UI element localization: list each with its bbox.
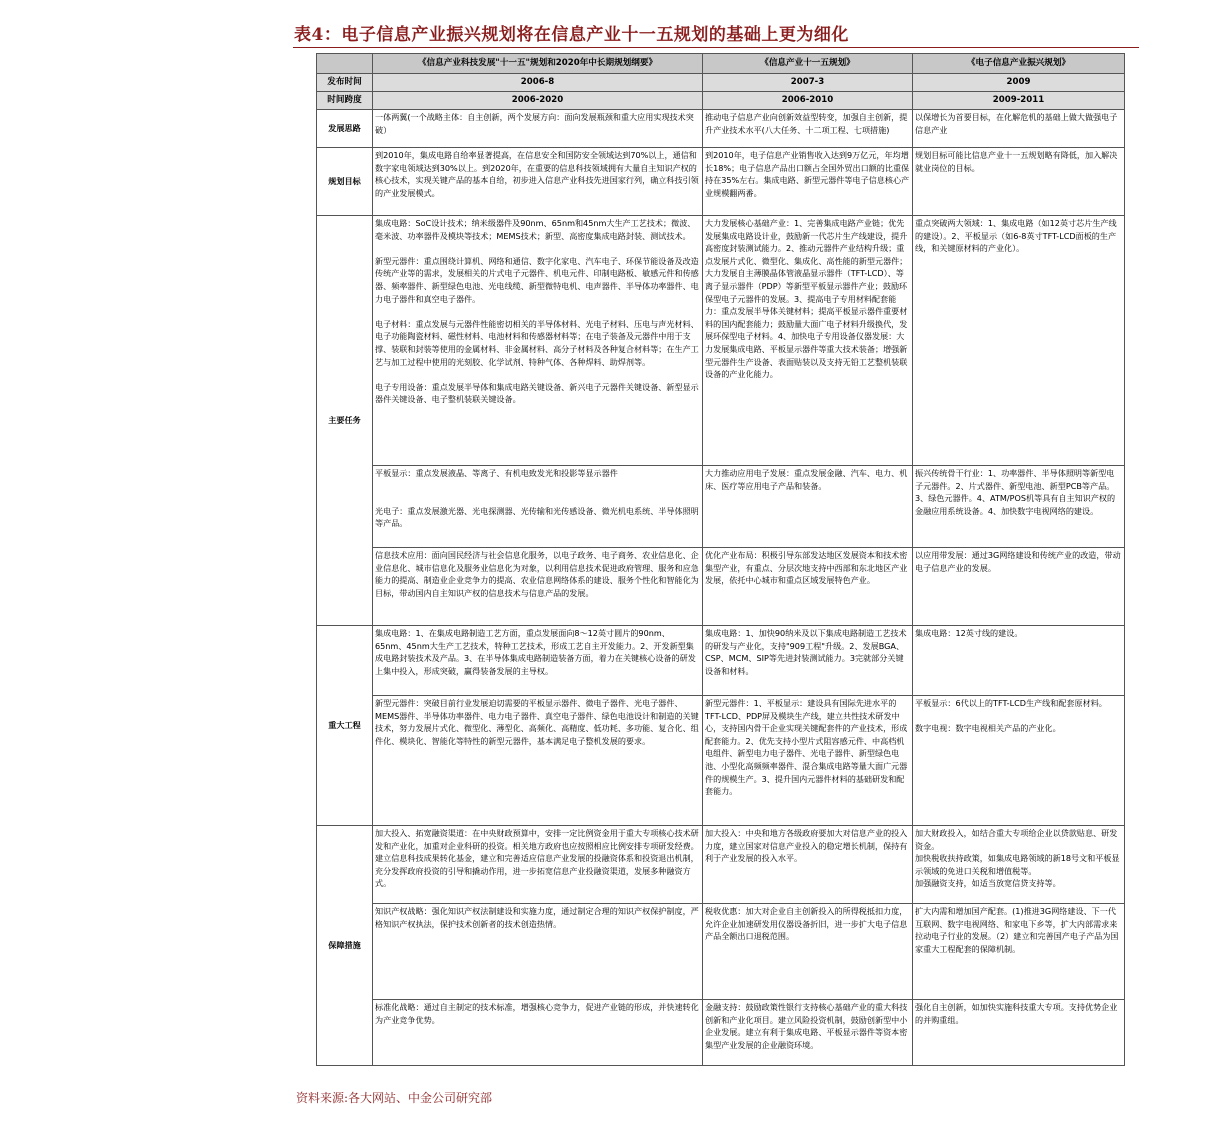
span-2: 2006-2010 <box>703 92 913 110</box>
cell: 平板显示：6代以上的TFT-LCD生产线和配套原材料。 数字电视：数字电视相关产品的产业化。 <box>913 696 1125 826</box>
span-label: 时间跨度 <box>317 92 373 110</box>
cell: 集成电路：1、加快90纳米及以下集成电路制造工艺技术的研发与产业化，支持"909工程"升级。2、发展BGA、CSP、MCM、SIP等先进封装测试能力。3完就部分关键设备和材料。 <box>703 626 913 696</box>
cell: 重点突破两大领域：1、集成电路（如12英寸芯片生产线的建设）。2、平板显示（如6-8英寸TFT-LCD面板的生产线，和关键原材料的产业化）。 <box>913 216 1125 466</box>
cell: 信息技术应用：面向国民经济与社会信息化服务，以电子政务、电子商务、农业信息化、企业信息化、城市信息化及服务业信息化为对象，以利用信息技术促进政府管理、服务和应急能力的提高、制造业企业竞争力的提高、农业信息网络体系的建设、服务个性化和智能化为目标，带动国内自主知识产权的信息技术与信息产品的发展。 <box>373 548 703 626</box>
cell: 加大财政投入，如结合重大专项给企业以贷款贴息、研发资金。 加快税收扶持政策，如集成电路领域的新18号文和平板显示领域的免进口关税和增值税等。 加强融资支持，如适当放宽信贷支持等。 <box>913 826 1125 904</box>
release-3: 2009 <box>913 74 1125 92</box>
table-row <box>317 216 1125 466</box>
cell: 税收优惠：加大对企业自主创新投入的所得税抵扣力度，允许企业加速研发用仪器设备折旧，进一步扩大电子信息产品全额出口退税范围。 <box>703 904 913 1000</box>
span-1: 2006-2020 <box>373 92 703 110</box>
category-major-projects: 重大工程 <box>317 626 373 826</box>
table-row <box>317 466 1125 548</box>
cell: 集成电路：SoC设计技术；纳米级器件及90nm、65nm和45nm大生产工艺技术；微波、毫米波、功率器件及模块等技术；MEMS技术；新型、高密度集成电路封装、测试技术。 新型元器件：重点围绕计算机、网络和通信、数字化家电、汽车电子、环保节能设备及改造传统产业等的需求，发展相关的片式电子元器件、机电元件、印制电路板、敏感元件和传感器、频率器件、新型绿色电池、光电线缆、新型微特电机、电声器件、半导体功率器件、电力电子器件和真空电子器件。 电子材料：重点发展与元器件性能密切相关的半导体材料、光电子材料、压电与声光材料、电子功能陶瓷材料、磁性材料、电池材料和传感器材料等；在电子装备及元器件中用于支撑、装联和封装等使用的金属材料、非金属材料、高分子材料及各种复合材料等；在生产工艺与加工过程中使用的光刻胶、化学试剂、特种气体、各种焊料、助焊剂等。 电子专用设备：重点发展半导体和集成电路关键设备、新兴电子元器件关键设备、新型显示器件关键设备、电子整机装联关键设备。 <box>373 216 703 466</box>
plan-name-1: 《信息产业科技发展"十一五"规划和2020年中长期规划纲要》 <box>373 54 703 74</box>
cell: 振兴传统骨干行业：1、功率器件、半导体照明等新型电子元器件。2、片式器件、新型电池、新型PCB等产品。3、绿色元器件。4、ATM/POS机等具有自主知识产权的金融应用系统设备。4、加快数字电视网络的建设。 <box>913 466 1125 548</box>
cell: 大力推动应用电子发展：重点发展金融、汽车、电力、机床、医疗等应用电子产品和装备。 <box>703 466 913 548</box>
cell: 标准化战略：通过自主制定的技术标准，增强核心竞争力，促进产业链的形成，并快速转化为产业竞争优势。 <box>373 1000 703 1066</box>
header-row-plans <box>317 54 1125 74</box>
table-row <box>317 696 1125 826</box>
cell: 推动电子信息产业向创新效益型转变，加强自主创新，提升产业技术水平(八大任务、十二项工程、七项措施) <box>703 110 913 148</box>
category-development-idea: 发展思路 <box>317 110 373 148</box>
cell: 金融支持：鼓励政策性银行支持核心基础产业的重大科技创新和产业化项目。建立风险投资机制，鼓励创新型中小企业发展。建立有利于集成电路、平板显示器件等资本密集型产业发展的企业融资环境。 <box>703 1000 913 1066</box>
table-row <box>317 1000 1125 1066</box>
table-row <box>317 626 1125 696</box>
cell: 扩大内需和增加国产配套。(1)推进3G网络建设、下一代互联网、数字电视网络、和家电下乡等，扩大内部需求来拉动电子行业的发展。（2）建立和完善国产电子产品为国家重大工程配套的保障机制。 <box>913 904 1125 1000</box>
plan-name-2: 《信息产业十一五规划》 <box>703 54 913 74</box>
source-note: 资料来源:各大网站、中金公司研究部 <box>296 1091 493 1105</box>
cell: 到2010年，电子信息产业销售收入达到9万亿元，年均增长18%；电子信息产品出口额占全国外贸出口额的比重保持在35%左右。集成电路、新型元器件等电子信息核心产业规模翻两番。 <box>703 148 913 216</box>
table-row <box>317 904 1125 1000</box>
table-title: 表4：电子信息产业振兴规划将在信息产业十一五规划的基础上更为细化 <box>294 25 849 45</box>
cell: 以应用带发展：通过3G网络建设和传统产业的改造，带动电子信息产业的发展。 <box>913 548 1125 626</box>
plan-comparison-table <box>316 53 1125 1066</box>
category-safeguards: 保障措施 <box>317 826 373 1066</box>
cell: 强化自主创新，如加快实施科技重大专项。支持优势企业的并购重组。 <box>913 1000 1125 1066</box>
cell: 优化产业布局：积极引导东部发达地区发展资本和技术密集型产业，有重点、分层次地支持中西部和东北地区产业发展，依托中心城市和重点区域发展特色产业。 <box>703 548 913 626</box>
cell: 新型元器件：1、平板显示：建设具有国际先进水平的TFT-LCD、PDP屏及模块生产线，建立共性技术研发中心，支持国内骨干企业实现关键配套件的产业技术，形成配套能力。2、优先支持小型片式阻容感元件、中高档机电组件、新型电力电子器件、光电子器件、新型绿色电池、小型化高频频率器件、混合集成电路等量大面广元器件的规模生产。3、提升国内元器件材料的基础研发和配套能力。 <box>703 696 913 826</box>
cell: 平板显示：重点发展液晶、等离子、有机电致发光和投影等显示器件 光电子：重点发展激光器、光电探测器、光传输和光传感设备、微光机电系统、半导体照明等产品。 <box>373 466 703 548</box>
release-1: 2006-8 <box>373 74 703 92</box>
title-rule <box>293 47 1139 48</box>
cell: 以保增长为首要目标，在化解危机的基础上做大做强电子信息产业 <box>913 110 1125 148</box>
cell: 规划目标可能比信息产业十一五规划略有降低，加入解决就业岗位的目标。 <box>913 148 1125 216</box>
cell: 一体两翼(一个战略主体：自主创新，两个发展方向：面向发展瓶颈和重大应用实现技术突破） <box>373 110 703 148</box>
cell: 大力发展核心基础产业：1、完善集成电路产业链；优先发展集成电路设计业，鼓励新一代芯片生产线建设，提升高密度封装测试能力。2、推动元器件产业结构升级；重点发展片式化、微型化、集成化、高性能的新型元器件；大力发展自主薄膜晶体管液晶显示器件（TFT-LCD）、等离子显示器件（PDP）等新型平板显示器件产业；鼓励环保型电子元器件的发展。3、提高电子专用材料配套能力：重点发展半导体关键材料；提高平板显示器件重要材料的国内配套能力；鼓励量大面广电子材料升级换代，发展环保型电子材料。4、加快电子专用设备仪器发展：大力发展集成电路、平板显示器件等重大技术装备；增强新型元器件生产设备、表面贴装以及支持无铅工艺整机装联设备的产业化能力。 <box>703 216 913 466</box>
cell: 加大投入：中央和地方各级政府要加大对信息产业的投入力度，建立国家对信息产业投入的稳定增长机制，保持有利于产业发展的投入水平。 <box>703 826 913 904</box>
cell: 到2010年，集成电路自给率显著提高，在信息安全和国防安全领域达到70%以上，通信和数字家电领域达到30%以上。到2020年，在重要的信息科技领域拥有大量自主知识产权的核心技术，实现关键产品的基本自给，初步进入信息产业科技先进国家行列，确立科技引领的产业发展模式。 <box>373 148 703 216</box>
cell: 知识产权战略：强化知识产权法制建设和实施力度，通过制定合理的知识产权保护制度，严格知识产权执法，保护技术创新者的技术创造热情。 <box>373 904 703 1000</box>
release-2: 2007-3 <box>703 74 913 92</box>
category-planning-goal: 规划目标 <box>317 148 373 216</box>
plan-name-3: 《电子信息产业振兴规划》 <box>913 54 1125 74</box>
cell: 集成电路：1、在集成电路制造工艺方面，重点发展面向8～12英寸圆片的90nm、65nm、45nm大生产工艺技术，特种工艺技术，形成工艺自主开发能力。2、开发新型集成电路封装技术及产品。3、在半导体集成电路制造装备方面，着力在关键核心设备的研发上集中投入，形成突破，赢得装备发展的主导权。 <box>373 626 703 696</box>
header-row-span <box>317 92 1125 110</box>
span-3: 2009-2011 <box>913 92 1125 110</box>
table-row <box>317 548 1125 626</box>
cell: 集成电路：12英寸线的建设。 <box>913 626 1125 696</box>
corner-cell <box>317 54 373 74</box>
cell: 加大投入、拓宽融资渠道：在中央财政预算中，安排一定比例资金用于重大专项核心技术研发和产业化，加重对企业科研的投资。相关地方政府也应按照相应比例安排专项研发经费。建立信息科技成果转化基金，建立和完善适应信息产业发展的投融资体系和投资退出机制，充分发挥政府投资的引导和撬动作用，进一步拓宽信息产业投融资渠道，发展多种融资方式。 <box>373 826 703 904</box>
cell: 新型元器件：突破目前行业发展迫切需要的平板显示器件、微电子器件、光电子器件、MEMS器件、半导体功率器件、电力电子器件、真空电子器件、绿色电池设计和制造的关键技术，努力发展片式化、微型化、薄型化、高频化、高精度、低功耗、多功能、复合化、组件化、模块化、智能化等特性的新型元器件，基本满足电子整机发展的要求。 <box>373 696 703 826</box>
category-main-tasks: 主要任务 <box>317 216 373 626</box>
header-row-release <box>317 74 1125 92</box>
table-row <box>317 110 1125 148</box>
table-row <box>317 826 1125 904</box>
release-label: 发布时间 <box>317 74 373 92</box>
table-row <box>317 148 1125 216</box>
